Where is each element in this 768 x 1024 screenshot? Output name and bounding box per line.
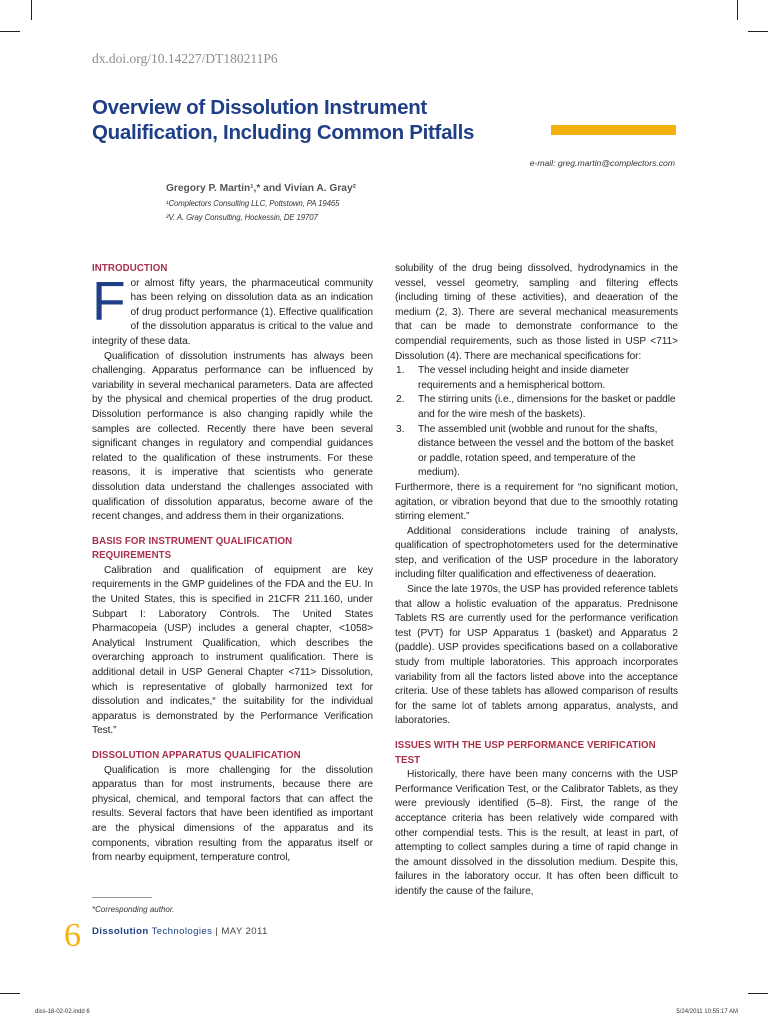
basis-paragraph-1: Calibration and qualification of equipment are key requirements in the GMP guidelines of the FDA and the EU. In the United States, this is specified in 21CFR 211.160, under Subpart I: Laboratory Controls. The United States Pharmacopeia (USP) includes a general chapter, <1058> Analytical Instrument Qualification, which describes the overarching approach to instrument qualification. There is additional detail in USP General Chapter <711> Dissolution, which is representative of globally harmonized text for dissolution and indicates,“ the suitability for the individual apparatus is demonstrated by the Performance Verification Test.” bbox=[92, 564, 373, 737]
list-item bbox=[395, 393, 678, 422]
apparatus-paragraph-2: Furthermore, there is a requirement for “no significant motion, agitation, or vibration beyond that due to the smoothly rotating stirring element.” bbox=[395, 481, 678, 523]
journal-name-part2: Technologies bbox=[148, 926, 213, 937]
doi-link[interactable]: dx.doi.org/10.14227/DT180211P6 bbox=[92, 51, 278, 66]
intro-paragraph-2: Qualification of dissolution instruments has always been challenging. Apparatus performance can be influenced by variability in several mechanical parameters. Data are affected by the physical and chemical properties of the drug product. Dissolution performance is also changing rapidly while the samples are collected. Recently there have been several significant changes in regulatory and compendial guidances related to the qualification of these instruments. For these reasons, it is imperative that scientists who generate dissolution data understand the challenges associated with qualification of dissolution apparatus, become aware of the recent changes, and address them in their organizations. bbox=[92, 350, 373, 523]
footnote: *Corresponding author. bbox=[92, 905, 175, 914]
running-footer bbox=[92, 926, 268, 937]
list-text: The vessel including height and inside diameter requirements and a hemispherical bottom. bbox=[418, 365, 629, 391]
affiliation-1: ¹Complectors Consulting LLC, Pottstown, PA 19465 bbox=[166, 199, 340, 208]
list-number: 2. bbox=[396, 394, 405, 406]
list-number: 3. bbox=[396, 423, 405, 435]
list-text: The assembled unit (wobble and runout for the shafts, distance between the vessel and the bottom of the basket or paddle, rotation speed, and temperature of the medium). bbox=[418, 423, 674, 479]
slug-filename: diss-18-02-02.indd 6 bbox=[35, 1009, 90, 1015]
affiliation-2: ²V. A. Gray Consulting, Hockessin, DE 19707 bbox=[166, 213, 318, 222]
section-heading-issues: ISSUES WITH THE USP PERFORMANCE VERIFICATION TEST bbox=[395, 740, 656, 766]
journal-name-part1: Dissolution bbox=[92, 926, 149, 937]
apparatus-paragraph-1: Qualification is more challenging for the dissolution apparatus than for most instruments, because there are physical, chemical, and temporal factors that can affect the results. Several factors that have been identified as important are the physical dimensions of the apparatus and its components, vibration resulting from the apparatus itself or from nearby equipment, temperature control, bbox=[92, 764, 373, 864]
apparatus-paragraph-3: Additional considerations include training of analysts, qualification of spectrophotometers used for the determinative step, and verification of the USP procedure in the laboratory including filter qualification and effectiveness of deaeration. bbox=[395, 525, 678, 581]
crop-mark bbox=[737, 0, 738, 20]
list-item bbox=[395, 423, 678, 481]
left-column bbox=[92, 262, 373, 866]
page-number: 6 bbox=[64, 917, 81, 954]
intro-paragraph-1-text: or almost fifty years, the pharmaceutical community has been relying on dissolution data as an indication of drug product performance (1). Effective qualification of the dissolution apparatus is critical to the value and integrity of these data. bbox=[92, 277, 373, 347]
crop-mark bbox=[31, 0, 32, 20]
drop-cap: F bbox=[92, 269, 126, 332]
article-title: Overview of Dissolution Instrument Qualification, Including Common Pitfalls bbox=[92, 96, 475, 144]
section-heading-apparatus: DISSOLUTION APPARATUS QUALIFICATION bbox=[92, 750, 301, 761]
apparatus-paragraph-cont: solubility of the drug being dissolved, hydrodynamics in the vessel, vessel geometry, sampling and filtering effects (including timing of these activities), and deaeration of the medium (2, 3). There are several mechanical measurements that can be made to demonstrate conformance to the compendial requirements, such as those listed in USP <711> Dissolution (4). There are mechanical specifications for: bbox=[395, 263, 678, 362]
section-heading-introduction: INTRODUCTION bbox=[92, 263, 168, 274]
mechanical-spec-list bbox=[395, 364, 678, 481]
crop-mark bbox=[748, 993, 768, 994]
author-email[interactable]: e-mail: greg.martin@complectors.com bbox=[529, 158, 675, 168]
accent-bar bbox=[551, 125, 676, 135]
journal-issue: | MAY 2011 bbox=[212, 926, 268, 937]
section-heading-basis: BASIS FOR INSTRUMENT QUALIFICATION REQUIREMENTS bbox=[92, 535, 293, 562]
authors: Gregory P. Martin¹,* and Vivian A. Gray² bbox=[166, 183, 357, 194]
crop-mark bbox=[0, 993, 20, 994]
slug-timestamp: 5/24/2011 10:55:17 AM bbox=[676, 1009, 738, 1015]
list-item bbox=[395, 364, 678, 393]
crop-mark bbox=[0, 31, 20, 32]
crop-mark bbox=[748, 31, 768, 32]
list-number: 1. bbox=[396, 365, 405, 377]
list-text: The stirring units (i.e., dimensions for the basket or paddle and for the wire mesh of the baskets). bbox=[418, 394, 676, 420]
footnote-rule bbox=[92, 897, 152, 898]
apparatus-paragraph-4: Since the late 1970s, the USP has provided reference tablets that allow a holistic evaluation of the apparatus. Prednisone Tablets RS are currently used for the performance verification test (PVT) for USP Apparatus 1 (basket) and Apparatus 2 (paddle). USP provides specifications based on a collaborative study from multiple laboratories. This approach incorporates variability from all the factors listed above into the acceptance criteria. Use of these tablets has allowed comparison of results for the same lot of tablets among apparatus, analysts, and laboratories. bbox=[395, 584, 678, 727]
intro-paragraph-1 bbox=[92, 269, 373, 350]
issues-paragraph-1: Historically, there have been many concerns with the USP Performance Verification Test, or the Calibrator Tablets, as they were previously identified (5–8). First, the range of the acceptance criteria has been relatively wide compared with other compendial tests. This is the result, at least in part, of attempting to collect samples during a time of rapid change in the amount dissolved in the dissolution medium. Despite this, failures in the laboratory occur. It has often been difficult to identify the cause of the failure, bbox=[395, 769, 678, 897]
right-column bbox=[395, 262, 678, 900]
